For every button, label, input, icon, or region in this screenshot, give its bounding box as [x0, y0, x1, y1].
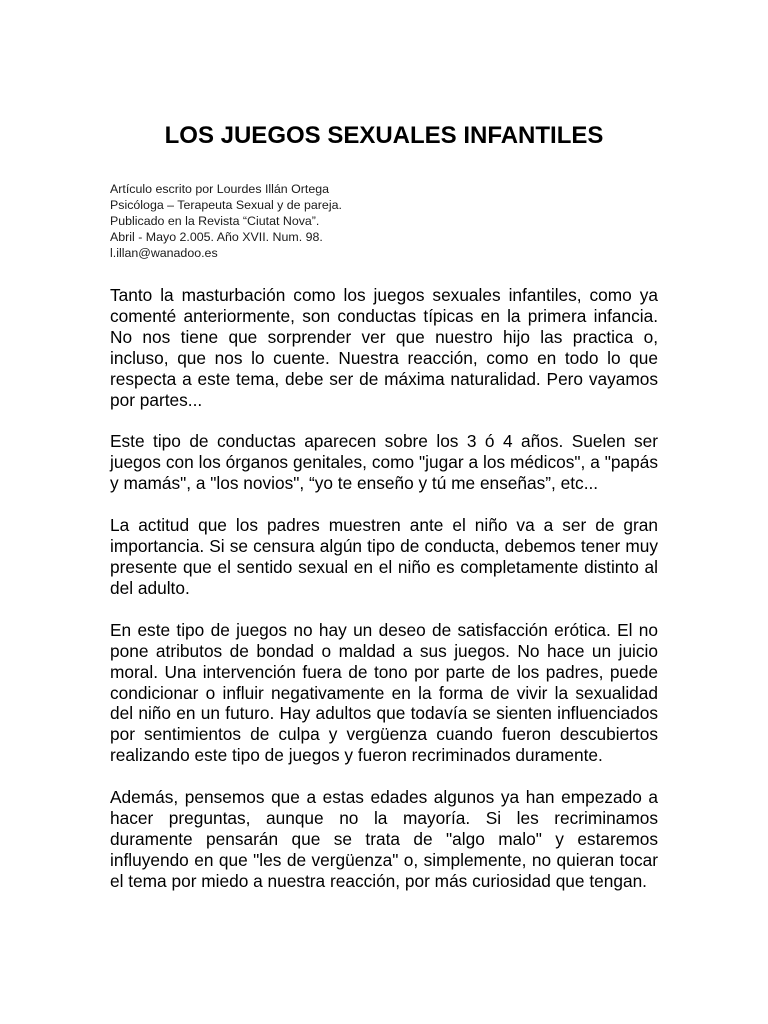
article-body — [110, 285, 658, 913]
author-info — [110, 181, 510, 261]
paragraph-5: Además, pensemos que a estas edades algunos ya han empezado a hacer preguntas, aunque no la mayoría. Si les recriminamos duramente pensarán que se trata de "algo malo" y estaremos influyendo en que "les de vergüenza" o, simplemente, no quieran tocar el tema por miedo a nuestra reacción, por más curiosidad que tengan. — [110, 787, 658, 891]
author-line: Artículo escrito por Lourdes Illán Ortega — [110, 182, 330, 196]
issue-line: Abril - Mayo 2.005. Año XVII. Num. 98. — [110, 230, 323, 244]
paragraph-4: En este tipo de juegos no hay un deseo de satisfacción erótica. El no pone atributos de bondad o maldad a sus juegos. No hace un juicio moral. Una intervención fuera de tono por parte de los padres, puede condicionar o influir negativamente en la forma de vivir la sexualidad del niño en un futuro. Hay adultos que todavía se sienten influenciados por sentimientos de culpa y vergüenza cuando fueron descubiertos realizando este tipo de juegos y fueron recriminados duramente. — [110, 619, 658, 766]
publication-line: Publicado en la Revista “Ciutat Nova”. — [110, 214, 320, 228]
email-line: l.illan@wanadoo.es — [110, 246, 218, 260]
profession-line: Psicóloga – Terapeuta Sexual y de pareja. — [110, 198, 342, 212]
paragraph-2: Este tipo de conductas aparecen sobre los 3 ó 4 años. Suelen ser juegos con los órganos genitales, como "jugar a los médicos", a "papás y mamás", a "los novios", “yo te enseño y tú me enseñas”, etc... — [110, 431, 658, 494]
paragraph-3: La actitud que los padres muestren ante el niño va a ser de gran importancia. Si se censura algún tipo de conducta, debemos tener muy presente que el sentido sexual en el niño es completamente distinto al del adulto. — [110, 515, 658, 598]
paragraph-1: Tanto la masturbación como los juegos sexuales infantiles, como ya comenté anteriormente, son conductas típicas en la primera infancia. No nos tiene que sorprender ver que nuestro hijo las practica o, incluso, que nos lo cuente. Nuestra reacción, como en todo lo que respecta a este tema, debe ser de máxima naturalidad. Pero vayamos por partes... — [110, 285, 658, 410]
document-title: LOS JUEGOS SEXUALES INFANTILES — [164, 122, 604, 149]
